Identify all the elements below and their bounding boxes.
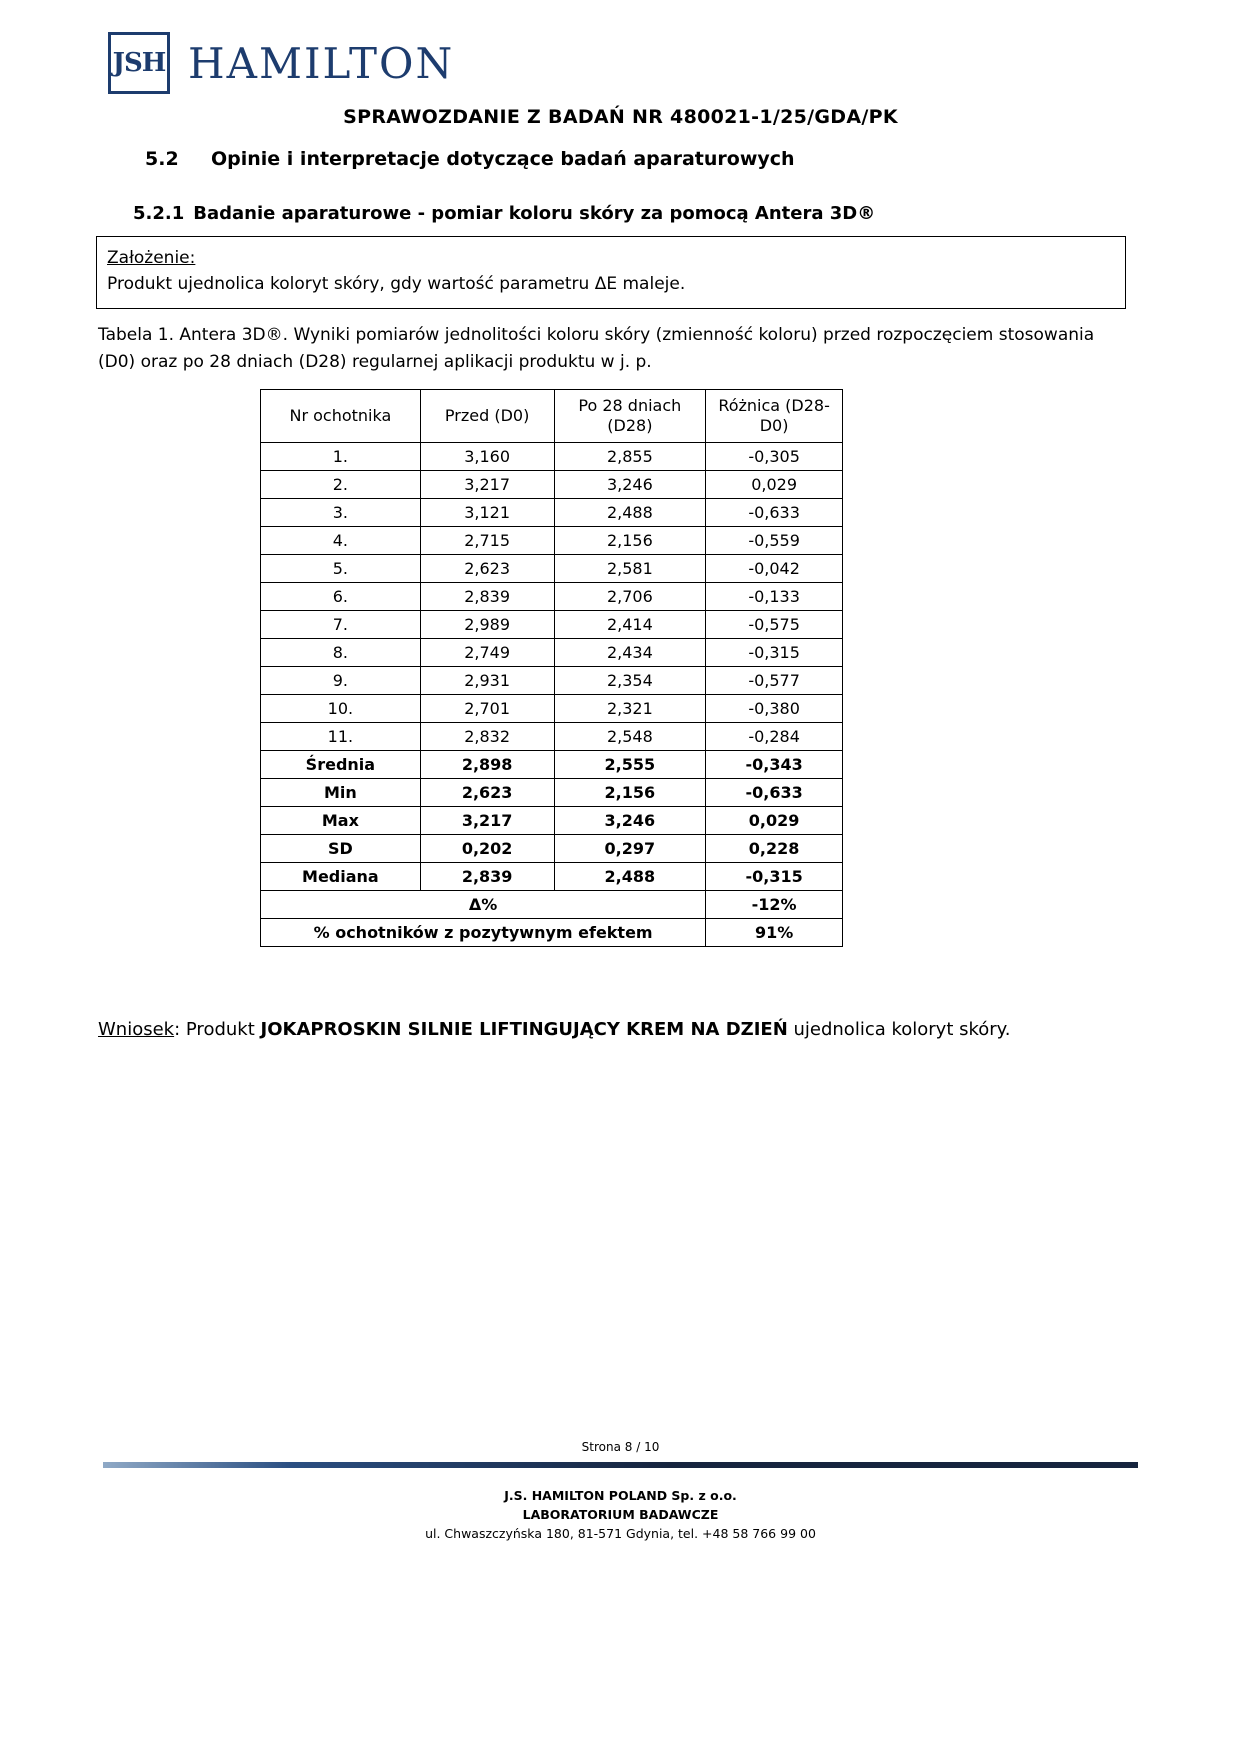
page-number: Strona 8 / 10 bbox=[581, 1440, 660, 1454]
cell-after: 2,321 bbox=[554, 695, 706, 723]
table-row bbox=[261, 611, 843, 639]
cell-after: 2,434 bbox=[554, 639, 706, 667]
table-row bbox=[261, 471, 843, 499]
table-row-summary bbox=[261, 751, 843, 779]
footer-block bbox=[0, 1487, 1241, 1543]
cell-label-positive-effect: % ochotników z pozytywnym efektem bbox=[261, 919, 706, 947]
table-row-delta bbox=[261, 891, 843, 919]
cell-subject: 6. bbox=[261, 583, 421, 611]
cell-difference: -0,343 bbox=[706, 751, 843, 779]
table-row bbox=[261, 723, 843, 751]
table-caption bbox=[98, 322, 1128, 376]
page-title: SPRAWOZDANIE Z BADAŃ NR 480021-1/25/GDA/PK bbox=[343, 106, 898, 128]
cell-difference: -0,633 bbox=[706, 499, 843, 527]
cell-before: 2,839 bbox=[420, 863, 554, 891]
section-heading-text: Opinie i interpretacje dotyczące badań aparaturowych bbox=[211, 148, 795, 170]
section-number: 5.2 bbox=[145, 148, 179, 170]
results-table bbox=[260, 389, 843, 947]
conclusion-suffix: ujednolica koloryt skóry. bbox=[787, 1019, 1011, 1040]
cell-after: 2,548 bbox=[554, 723, 706, 751]
table-row-summary bbox=[261, 863, 843, 891]
cell-value-positive-effect: 91% bbox=[706, 919, 843, 947]
cell-before: 0,202 bbox=[420, 835, 554, 863]
cell-before: 2,623 bbox=[420, 779, 554, 807]
cell-before: 3,160 bbox=[420, 443, 554, 471]
table-row bbox=[261, 443, 843, 471]
footer-department: LABORATORIUM BADAWCZE bbox=[522, 1506, 719, 1522]
logo-mark-icon bbox=[108, 32, 170, 94]
cell-label: Mediana bbox=[261, 863, 421, 891]
table-row-summary bbox=[261, 835, 843, 863]
cell-before: 2,701 bbox=[420, 695, 554, 723]
column-header-before: Przed (D0) bbox=[420, 390, 554, 443]
cell-subject: 5. bbox=[261, 555, 421, 583]
assumption-text: Produkt ujednolica koloryt skóry, gdy wartość parametru ΔE maleje. bbox=[107, 274, 686, 295]
conclusion-paragraph bbox=[98, 1013, 1110, 1046]
cell-difference: -0,315 bbox=[706, 863, 843, 891]
column-header-difference: Różnica (D28-D0) bbox=[706, 390, 843, 443]
cell-difference: -0,633 bbox=[706, 779, 843, 807]
cell-difference: -0,559 bbox=[706, 527, 843, 555]
cell-after: 3,246 bbox=[554, 807, 706, 835]
cell-before: 2,839 bbox=[420, 583, 554, 611]
cell-subject: 8. bbox=[261, 639, 421, 667]
table-row bbox=[261, 667, 843, 695]
cell-before: 2,832 bbox=[420, 723, 554, 751]
cell-value-delta: -12% bbox=[706, 891, 843, 919]
cell-after: 2,855 bbox=[554, 443, 706, 471]
footer-divider bbox=[103, 1462, 1138, 1468]
conclusion-lead: Wniosek bbox=[98, 1019, 175, 1040]
subsection-heading-text: Badanie aparaturowe - pomiar koloru skóry za pomocą Antera 3D® bbox=[193, 203, 876, 224]
cell-before: 2,898 bbox=[420, 751, 554, 779]
cell-subject: 1. bbox=[261, 443, 421, 471]
cell-after: 2,488 bbox=[554, 499, 706, 527]
cell-difference: -0,042 bbox=[706, 555, 843, 583]
cell-difference: -0,577 bbox=[706, 667, 843, 695]
cell-subject: 4. bbox=[261, 527, 421, 555]
cell-difference: -0,315 bbox=[706, 639, 843, 667]
subsection-number: 5.2.1 bbox=[133, 203, 185, 224]
logo-mark-text: JSH bbox=[112, 48, 166, 78]
table-row bbox=[261, 639, 843, 667]
logo-wordmark: HAMILTON bbox=[188, 38, 455, 88]
column-header-subject: Nr ochotnika bbox=[261, 390, 421, 443]
company-logo bbox=[108, 32, 454, 94]
cell-after: 2,555 bbox=[554, 751, 706, 779]
cell-after: 2,414 bbox=[554, 611, 706, 639]
cell-subject: 3. bbox=[261, 499, 421, 527]
column-header-after: Po 28 dniach (D28) bbox=[554, 390, 706, 443]
cell-before: 2,715 bbox=[420, 527, 554, 555]
subsection-heading bbox=[133, 203, 875, 224]
table-row-positive-effect bbox=[261, 919, 843, 947]
cell-before: 3,217 bbox=[420, 807, 554, 835]
cell-before: 2,989 bbox=[420, 611, 554, 639]
table-caption-line1: Tabela 1. Antera 3D®. Wyniki pomiarów jednolitości koloru skóry (zmienność koloru) przed rozpoczęciem bbox=[98, 325, 994, 345]
cell-before: 3,217 bbox=[420, 471, 554, 499]
cell-difference: 0,029 bbox=[706, 807, 843, 835]
table-row-summary bbox=[261, 807, 843, 835]
cell-after: 0,297 bbox=[554, 835, 706, 863]
cell-subject: 11. bbox=[261, 723, 421, 751]
table-row bbox=[261, 695, 843, 723]
cell-difference: -0,380 bbox=[706, 695, 843, 723]
cell-before: 3,121 bbox=[420, 499, 554, 527]
table-row bbox=[261, 583, 843, 611]
table-row bbox=[261, 527, 843, 555]
cell-label: Max bbox=[261, 807, 421, 835]
assumption-label: Założenie: bbox=[107, 248, 196, 268]
cell-before: 2,749 bbox=[420, 639, 554, 667]
table-caption-line2: stosowania (D0) oraz po 28 dniach (D28) regularnej aplikacji produktu w j. p. bbox=[98, 325, 1095, 373]
cell-difference: -0,305 bbox=[706, 443, 843, 471]
footer-company: J.S. HAMILTON POLAND Sp. z o.o. bbox=[504, 1488, 737, 1503]
cell-before: 2,623 bbox=[420, 555, 554, 583]
cell-after: 2,354 bbox=[554, 667, 706, 695]
cell-after: 2,581 bbox=[554, 555, 706, 583]
conclusion-prefix: : Produkt bbox=[174, 1019, 261, 1040]
cell-after: 2,706 bbox=[554, 583, 706, 611]
cell-difference: -0,284 bbox=[706, 723, 843, 751]
cell-difference: 0,029 bbox=[706, 471, 843, 499]
cell-difference: 0,228 bbox=[706, 835, 843, 863]
table-row-summary bbox=[261, 779, 843, 807]
conclusion-product-name: JOKAPROSKIN SILNIE LIFTINGUJĄCY KREM NA DZIEŃ bbox=[260, 1019, 788, 1040]
cell-label: Min bbox=[261, 779, 421, 807]
assumption-box bbox=[96, 236, 1126, 309]
cell-after: 3,246 bbox=[554, 471, 706, 499]
cell-subject: 9. bbox=[261, 667, 421, 695]
cell-subject: 10. bbox=[261, 695, 421, 723]
cell-label-delta: Δ% bbox=[261, 891, 706, 919]
cell-difference: -0,575 bbox=[706, 611, 843, 639]
cell-subject: 2. bbox=[261, 471, 421, 499]
table-row bbox=[261, 555, 843, 583]
cell-after: 2,156 bbox=[554, 527, 706, 555]
table-body bbox=[261, 443, 843, 947]
cell-label: Średnia bbox=[261, 751, 421, 779]
section-heading bbox=[145, 148, 795, 170]
table-row bbox=[261, 499, 843, 527]
footer-address: ul. Chwaszczyńska 180, 81-571 Gdynia, tel. +48 58 766 99 00 bbox=[425, 1525, 816, 1541]
cell-label: SD bbox=[261, 835, 421, 863]
cell-after: 2,156 bbox=[554, 779, 706, 807]
cell-before: 2,931 bbox=[420, 667, 554, 695]
cell-after: 2,488 bbox=[554, 863, 706, 891]
cell-subject: 7. bbox=[261, 611, 421, 639]
table-header-row bbox=[261, 390, 843, 443]
cell-difference: -0,133 bbox=[706, 583, 843, 611]
